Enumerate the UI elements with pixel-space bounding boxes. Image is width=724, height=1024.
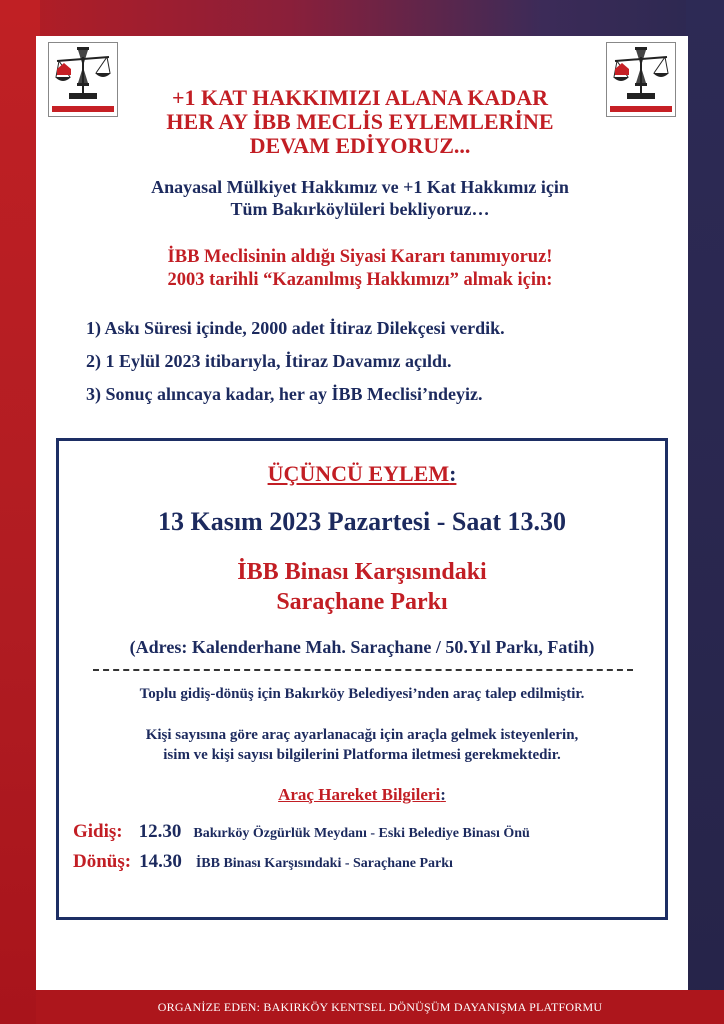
departure-label: Gidiş: (73, 821, 123, 842)
intro-line: Anayasal Mülkiyet Hakkımız ve +1 Kat Hakkımız için (151, 177, 569, 197)
registration-note-line: Kişi sayısına göre araç ayarlanacağı için araçla gelmek isteyenlerin, (145, 727, 579, 743)
right-border (686, 0, 724, 1024)
departure-time: 12.30 (138, 821, 182, 842)
return-time: 14.30 (139, 851, 182, 872)
event-place (59, 557, 665, 617)
transport-title (59, 785, 665, 805)
step-item: 1) Askı Süresi içinde, 2000 adet İtiraz Dilekçesi verdik. (86, 318, 505, 338)
intro-text (60, 176, 660, 220)
headline-line: DEVAM EDİYORUZ... (249, 133, 471, 158)
return-row (73, 851, 663, 873)
steps-list (86, 316, 676, 415)
step-item: 3) Sonuç alıncaya kadar, her ay İBB Meclisi’ndeyiz. (86, 384, 483, 404)
transport-note: Toplu gidiş-dönüş için Bakırköy Belediyesi’nden araç talep edilmiştir. (139, 686, 585, 702)
event-title-colon: : (449, 461, 457, 486)
event-title-text: ÜÇÜNCÜ EYLEM (267, 461, 450, 486)
departure-row (73, 821, 663, 843)
event-box (56, 438, 668, 920)
registration-note-line: isim ve kişi sayısı bilgilerini Platforma iletmesi gerekmektedir. (163, 747, 561, 763)
top-border (0, 0, 724, 36)
dashed-divider (93, 669, 633, 671)
statement-text (60, 246, 660, 292)
statement-line: 2003 tarihli “Kazanılmış Hakkımızı” almak için: (167, 270, 553, 290)
step-item: 2) 1 Eylül 2023 itibarıyla, İtiraz Davamız açıldı. (86, 351, 452, 371)
transport-title-colon: : (440, 785, 446, 804)
headline-line: HER AY İBB MECLİS EYLEMLERİNE (166, 109, 554, 134)
transport-title-text: Araç Hareket Bilgileri (278, 785, 441, 804)
departure-place: Bakırköy Özgürlük Meydanı - Eski Belediye Binası Önü (193, 826, 530, 841)
event-address: (Adres: Kalenderhane Mah. Saraçhane / 50.Yıl Parkı, Fatih) (129, 637, 595, 657)
event-place-line: İBB Binası Karşısındaki (237, 559, 487, 585)
return-place: İBB Binası Karşısındaki - Saraçhane Parkı (195, 856, 453, 871)
return-label: Dönüş: (73, 851, 132, 872)
intro-line: Tüm Bakırköylüleri bekliyoruz… (230, 199, 490, 219)
registration-note (59, 725, 665, 765)
headline-line: +1 KAT HAKKIMIZI ALANA KADAR (172, 85, 548, 110)
event-place-line: Saraçhane Parkı (276, 589, 448, 615)
organizer-text: ORGANİZE EDEN: BAKIRKÖY KENTSEL DÖNÜŞÜM DAYANIŞMA PLATFORMU (157, 999, 603, 1014)
statement-line: İBB Meclisinin aldığı Siyasi Kararı tanımıyoruz! (167, 247, 553, 267)
main-headline (100, 86, 620, 158)
event-title (59, 461, 665, 487)
event-date: 13 Kasım 2023 Pazartesi - Saat 13.30 (157, 507, 566, 536)
left-border (0, 0, 40, 1024)
footer-bar (36, 990, 724, 1024)
